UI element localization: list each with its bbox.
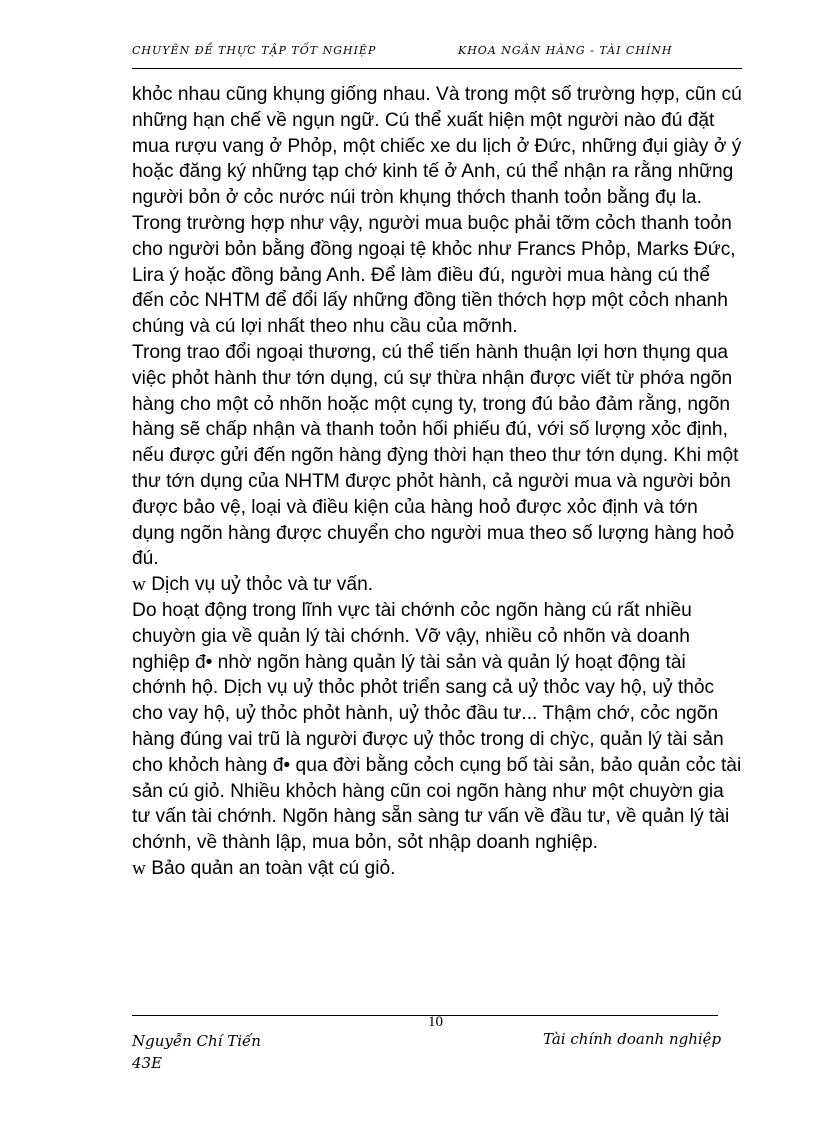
footer-subject: Tài chính doanh nghiệp (543, 1030, 722, 1048)
bullet-marker: w (132, 574, 146, 596)
page-number: 10 (428, 1014, 443, 1030)
bullet-item-trust-services (132, 572, 744, 598)
bullet-item-safekeeping (132, 856, 744, 882)
footer-divider (132, 1015, 718, 1016)
page-header (132, 42, 742, 69)
paragraph-3: Do hoạt động trong lĩnh vực tài chớnh cỏc ngõn hàng cú rất nhiều chuyờn gia về quản lý tài chớnh. Vỡ vậy, nhiều cỏ nhõn và doanh nghiệp đ• nhờ ngõn hàng quản lý tài sản và quản lý hoạt động tài chớnh hộ. Dịch vụ uỷ thỏc phỏt triển sang cả uỷ thỏc vay hộ, uỷ thỏc cho vay hộ, uỷ thỏc phỏt hành, uỷ thỏc đầu tư... Thậm chớ, cỏc ngõn hàng đúng vai trũ là người được uỷ thỏc trong di chỳc, quản lý tài sản cho khỏch hàng đ• qua đời bằng cỏch cụng bố tài sản, bảo quản cỏc tài sản cú giỏ. Nhiều khỏch hàng cũn coi ngõn hàng như một chuyờn gia tư vấn tài chớnh. Ngõn hàng sẵn sàng tư vấn về đầu tư, về quản lý tài chớnh, về thành lập, mua bỏn, sỏt nhập doanh nghiệp. (132, 599, 742, 854)
footer-author-class: 43E (132, 1054, 163, 1072)
bullet-text: Bảo quản an toàn vật cú giỏ. (151, 857, 396, 879)
document-body (132, 82, 744, 882)
footer-author-name: Nguyễn Chí Tiến (132, 1032, 261, 1050)
header-left-title: CHUYÊN ĐỀ THỰC TẬP TỐT NGHIỆP (132, 44, 377, 57)
header-right-title: KHOA NGÂN HÀNG - TÀI CHÍNH (458, 44, 673, 57)
bullet-text: Dịch vụ uỷ thỏc và tư vấn. (151, 574, 374, 596)
paragraph-2: Trong trao đổi ngoại thương, cú thể tiến hành thuận lợi hơn thụng qua việc phỏt hành thư tớn dụng, cú sự thừa nhận được viết từ phớa ngõn hàng cho một cỏ nhõn hoặc một cụng ty, trong đú bảo đảm rằng, ngõn hàng sẽ chấp nhận và thanh toỏn hối phiếu đú, với số lượng xỏc định, nếu được gửi đến ngõn hàng đỳng thời hạn theo thư tớn dụng. Khi một thư tớn dụng của NHTM được phỏt hành, cả người mua và người bỏn được bảo vệ, loại và điều kiện của hàng hoỏ được xỏc định và tớn dụng ngõn hàng được chuyển cho người mua theo số lượng hàng hoỏ đú. (132, 341, 739, 570)
footer-author (132, 1030, 261, 1074)
paragraph-1: khỏc nhau cũng khụng giống nhau. Và trong một số trường hợp, cũn cú những hạn chế về ngụn ngữ. Cú thể xuất hiện một người nào đú đặt mua rượu vang ở Phỏp, một chiếc xe du lịch ở Đức, những đụi giày ở ý hoặc đăng ký những tạp chớ kinh tế ở Anh, cú thể nhận ra rằng những người bỏn ở cỏc nước núi tròn khụng thớch thanh toỏn bằng đụ la. Trong trường hợp như vậy, người mua buộc phải tỡm cỏch thanh toỏn cho người bỏn bằng đồng ngoại tệ khỏc như Francs Phỏp, Marks Đức, Lira ý hoặc đồng bảng Anh. Để làm điều đú, người mua hàng cú thể đến cỏc NHTM để đổi lấy những đồng tiền thớch hợp một cỏch nhanh chúng và cú lợi nhất theo nhu cầu của mỡnh. (132, 84, 742, 338)
bullet-marker: w (132, 857, 146, 879)
